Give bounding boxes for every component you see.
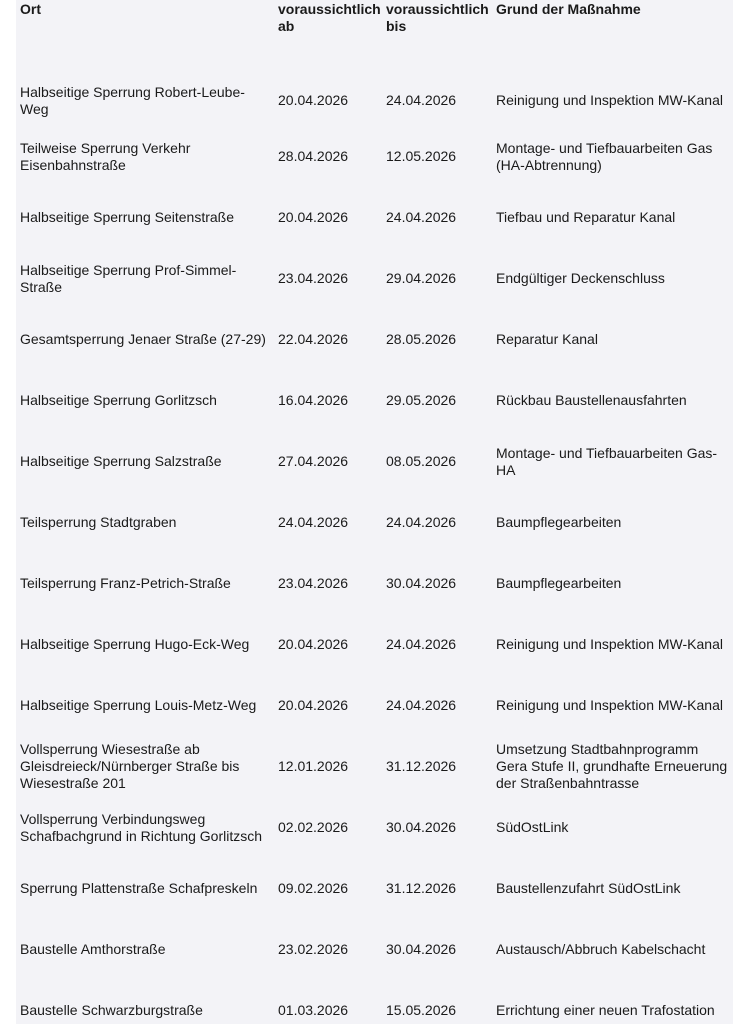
- table-header-row: [16, 0, 733, 45]
- cell-grund: Rückbau Baustellenausfahrten: [496, 392, 687, 408]
- cell-bis: 24.04.2026: [386, 697, 457, 713]
- cell-ort: Teilsperrung Franz-Petrich-Straße: [20, 575, 231, 591]
- cell-ort: Teilsperrung Stadtgraben: [20, 514, 177, 530]
- cell-ab: 24.04.2026: [278, 514, 349, 530]
- cell-ab: 23.04.2026: [278, 270, 349, 286]
- cell-grund: Reinigung und Inspektion MW-Kanal: [496, 697, 723, 713]
- cell-bis: 30.04.2026: [386, 575, 457, 591]
- table-row: [16, 187, 733, 248]
- cell-grund: Austausch/Abbruch Kabelschacht: [496, 941, 706, 957]
- table-row: [16, 126, 733, 187]
- cell-ab: 20.04.2026: [278, 92, 349, 108]
- cell-grund: Reparatur Kanal: [496, 331, 598, 347]
- closures-table: [16, 0, 733, 1024]
- cell-ab: 20.04.2026: [278, 209, 349, 225]
- cell-ab: 20.04.2026: [278, 636, 349, 652]
- table-row: [16, 45, 733, 126]
- cell-ab: 28.04.2026: [278, 148, 349, 164]
- cell-grund: Reinigung und Inspektion MW-Kanal: [496, 636, 723, 652]
- cell-bis: 30.04.2026: [386, 819, 457, 835]
- cell-bis: 08.05.2026: [386, 453, 457, 469]
- cell-bis: 28.05.2026: [386, 331, 457, 347]
- table-row: [16, 553, 733, 614]
- table-row: [16, 431, 733, 492]
- cell-bis: 24.04.2026: [386, 514, 457, 530]
- cell-ab: 02.02.2026: [278, 819, 349, 835]
- cell-ab: 16.04.2026: [278, 392, 349, 408]
- cell-bis: 29.04.2026: [386, 270, 457, 286]
- header-bis: voraussichtlich bis: [386, 1, 489, 34]
- table-row: [16, 980, 733, 1024]
- cell-bis: 31.12.2026: [386, 758, 457, 774]
- cell-grund: Montage- und Tiefbauarbeiten Gas-HA: [496, 444, 718, 478]
- cell-grund: Montage- und Tiefbauarbeiten Gas (HA-Abtrennung): [496, 139, 713, 173]
- cell-ort: Halbseitige Sperrung Hugo-Eck-Weg: [20, 636, 250, 652]
- cell-ort: Baustelle Amthorstraße: [20, 941, 166, 957]
- cell-ab: 20.04.2026: [278, 697, 349, 713]
- table-row: [16, 675, 733, 736]
- table-row: [16, 858, 733, 919]
- cell-ort: Halbseitige Sperrung Robert-Leube-Weg: [20, 83, 245, 117]
- cell-ort: Halbseitige Sperrung Seitenstraße: [20, 209, 235, 225]
- cell-ort: Vollsperrung Verbindungsweg Schafbachgrund in Richtung Gorlitzsch: [20, 810, 263, 844]
- cell-ab: 27.04.2026: [278, 453, 349, 469]
- cell-ort: Teilweise Sperrung Verkehr Eisenbahnstraße: [20, 139, 191, 173]
- table-row: [16, 309, 733, 370]
- cell-ort: Sperrung Plattenstraße Schafpreskeln: [20, 880, 258, 896]
- cell-ort: Gesamtsperrung Jenaer Straße (27-29): [20, 331, 266, 347]
- header-ort: Ort: [20, 1, 41, 17]
- cell-grund: Tiefbau und Reparatur Kanal: [496, 209, 676, 225]
- cell-bis: 24.04.2026: [386, 92, 457, 108]
- cell-grund: Baumpflegearbeiten: [496, 575, 622, 591]
- cell-grund: Errichtung einer neuen Trafostation: [496, 1002, 715, 1018]
- cell-bis: 30.04.2026: [386, 941, 457, 957]
- cell-ab: 01.03.2026: [278, 1002, 349, 1018]
- cell-ab: 23.02.2026: [278, 941, 349, 957]
- cell-bis: 24.04.2026: [386, 209, 457, 225]
- cell-ort: Halbseitige Sperrung Prof-Simmel-Straße: [20, 261, 237, 295]
- cell-ort: Halbseitige Sperrung Louis-Metz-Weg: [20, 697, 257, 713]
- header-grund: Grund der Maßnahme: [496, 1, 641, 17]
- cell-grund: Endgültiger Deckenschluss: [496, 270, 665, 286]
- cell-grund: Baustellenzufahrt SüdOstLink: [496, 880, 681, 896]
- cell-ort: Halbseitige Sperrung Salzstraße: [20, 453, 222, 469]
- cell-ab: 22.04.2026: [278, 331, 349, 347]
- table-row: [16, 797, 733, 858]
- table-row: [16, 370, 733, 431]
- cell-bis: 15.05.2026: [386, 1002, 457, 1018]
- cell-bis: 12.05.2026: [386, 148, 457, 164]
- table-row: [16, 614, 733, 675]
- cell-ort: Halbseitige Sperrung Gorlitzsch: [20, 392, 217, 408]
- table-row: [16, 248, 733, 309]
- cell-grund: Baumpflegearbeiten: [496, 514, 622, 530]
- cell-ab: 09.02.2026: [278, 880, 349, 896]
- cell-bis: 29.05.2026: [386, 392, 457, 408]
- cell-ort: Baustelle Schwarzburgstraße: [20, 1002, 203, 1018]
- closures-panel: [16, 0, 733, 1024]
- table-row: [16, 736, 733, 797]
- header-ab: voraussichtlich ab: [278, 1, 381, 34]
- cell-ab: 12.01.2026: [278, 758, 349, 774]
- cell-grund: Reinigung und Inspektion MW-Kanal: [496, 92, 723, 108]
- cell-bis: 31.12.2026: [386, 880, 457, 896]
- table-row: [16, 492, 733, 553]
- cell-grund: SüdOstLink: [496, 819, 569, 835]
- table-row: [16, 919, 733, 980]
- cell-ab: 23.04.2026: [278, 575, 349, 591]
- cell-bis: 24.04.2026: [386, 636, 457, 652]
- cell-grund: Umsetzung Stadtbahnprogramm Gera Stufe II, grundhafte Erneuerung der Straßenbahntrasse: [496, 741, 728, 791]
- cell-ort: Vollsperrung Wiesestraße ab Gleisdreieck/Nürnberger Straße bis Wiesestraße 201: [20, 741, 240, 791]
